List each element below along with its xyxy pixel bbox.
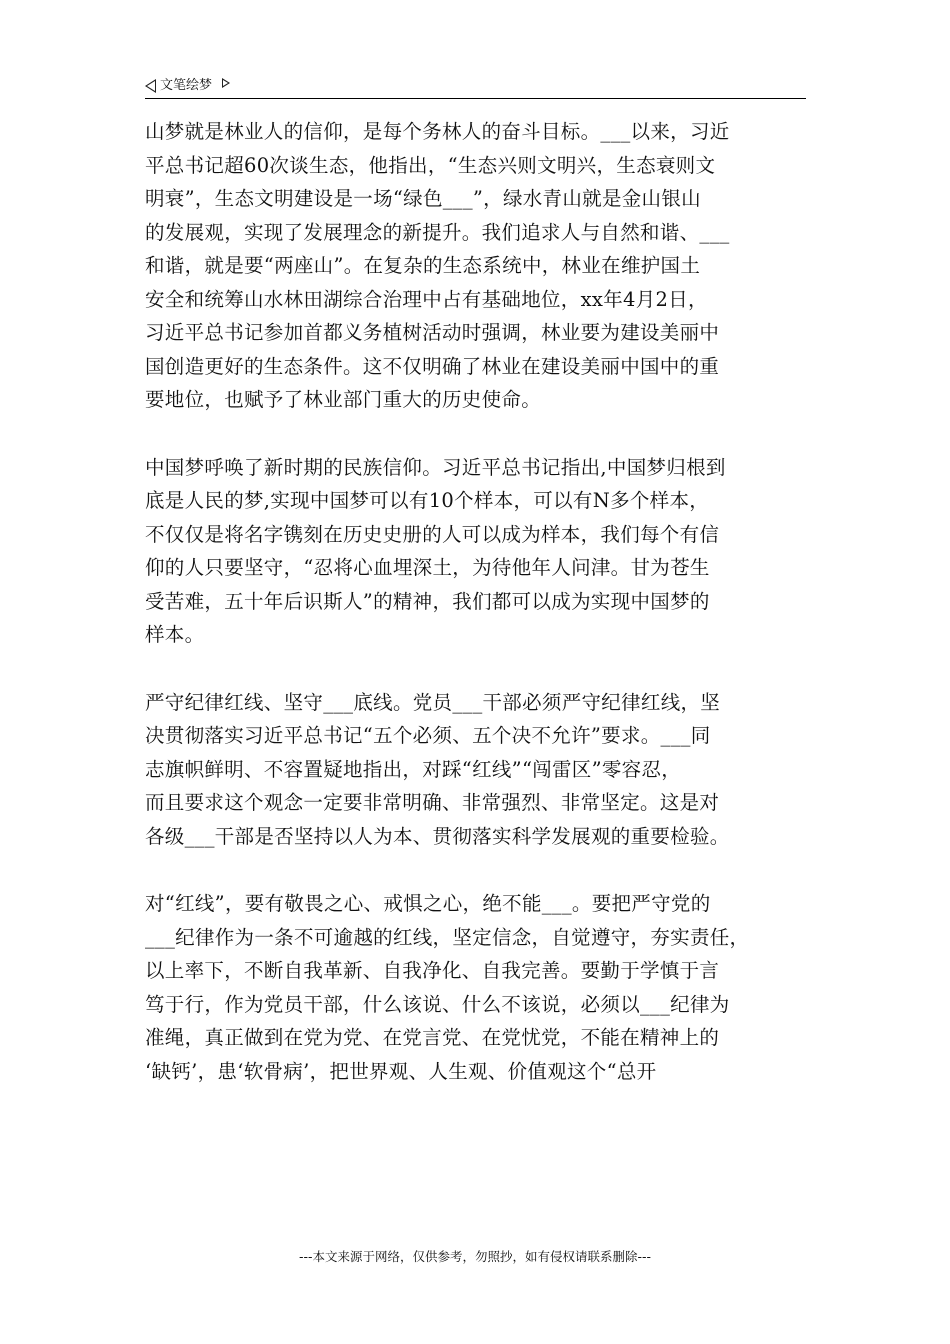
- text-line: 对“红线”，要有敬畏之心、戒惧之心，绝不能___。要把严守党的: [145, 892, 711, 915]
- text-line: 安全和统筹山水林田湖综合治理中占有基础地位，xx年4月2日，: [145, 287, 708, 311]
- right-triangle-icon: [222, 78, 230, 88]
- text-line: 国创造更好的生态条件。这不仅明确了林业在建设美丽中国中的重: [145, 354, 720, 378]
- text-line: 习近平总书记参加首都义务植树活动时强调，林业要为建设美丽中: [145, 321, 720, 344]
- text-line: ___纪律作为一条不可逾越的红线，坚定信念，自觉遵守，夯实责任，: [145, 925, 750, 949]
- text-line: 平总书记超60次谈生态，他指出，“生态兴则文明兴，生态衰则文: [145, 153, 716, 177]
- document-body: [145, 115, 807, 1122]
- text-line: 受苦难，五十年后识斯人”的精神，我们都可以成为实现中国梦的: [145, 589, 710, 613]
- text-line: 中国梦呼唤了新时期的民族信仰。习近平总书记指出,中国梦归根到: [145, 455, 726, 479]
- text-line: 严守纪律红线、坚守___底线。党员___干部必须严守纪律红线，坚: [145, 690, 721, 714]
- text-line: 要地位，也赋予了林业部门重大的历史使命。: [145, 388, 542, 411]
- left-triangle-icon: [145, 79, 156, 93]
- text-line: 笃于行，作为党员干部，什么该说、什么不该说，必须以___纪律为: [145, 992, 730, 1016]
- text-line: 样本。: [145, 623, 205, 646]
- text-line: 底是人民的梦,实现中国梦可以有10个样本，可以有N多个样本，: [145, 489, 710, 512]
- text-line: 的发展观，实现了发展理念的新提升。我们追求人与自然和谐、___: [145, 220, 730, 244]
- text-line: 明衰”，生态文明建设是一场“绿色___”，绿水青山就是金山银山: [145, 187, 701, 210]
- text-line: 不仅仅是将名字镌刻在历史史册的人可以成为样本，我们每个有信: [145, 522, 720, 546]
- text-line: 而且要求这个观念一定要非常明确、非常强烈、非常坚定。这是对: [145, 791, 720, 814]
- text-line: 山梦就是林业人的信仰，是每个务林人的奋斗目标。___以来，习近: [145, 120, 730, 143]
- text-line: ‘缺钙’，患‘软骨病’，把世界观、人生观、价值观这个“总开: [145, 1059, 657, 1083]
- page-header: [145, 74, 806, 99]
- text-line: 以上率下，不断自我革新、自我净化、自我完善。要勤于学慎于言: [145, 959, 720, 982]
- header-title: 文笔绘梦: [160, 78, 213, 93]
- paragraph-3: [145, 686, 807, 854]
- text-line: 志旗帜鲜明、不容置疑地指出，对踩“红线”“闯雷区”零容忍，: [145, 757, 682, 781]
- paragraph-4: [145, 887, 807, 1088]
- text-line: 各级___干部是否坚持以人为本、贯彻落实科学发展观的重要检验。: [145, 824, 730, 848]
- page-footer: ---本文来源于网络，仅供参考，勿照抄，如有侵权请联系删除---: [298, 1249, 652, 1264]
- text-line: 和谐，就是要“两座山”。在复杂的生态系统中，林业在维护国土: [145, 254, 701, 277]
- paragraph-1: [145, 115, 807, 417]
- text-line: 仰的人只要坚守，“忍将心血埋深土，为待他年人问津。甘为苍生: [145, 556, 710, 579]
- paragraph-2: [145, 451, 807, 652]
- text-line: 准绳，真正做到在党为党、在党言党、在党忧党，不能在精神上的: [145, 1026, 720, 1049]
- text-line: 决贯彻落实习近平总书记“五个必须、五个决不允许”要求。___同: [145, 724, 711, 747]
